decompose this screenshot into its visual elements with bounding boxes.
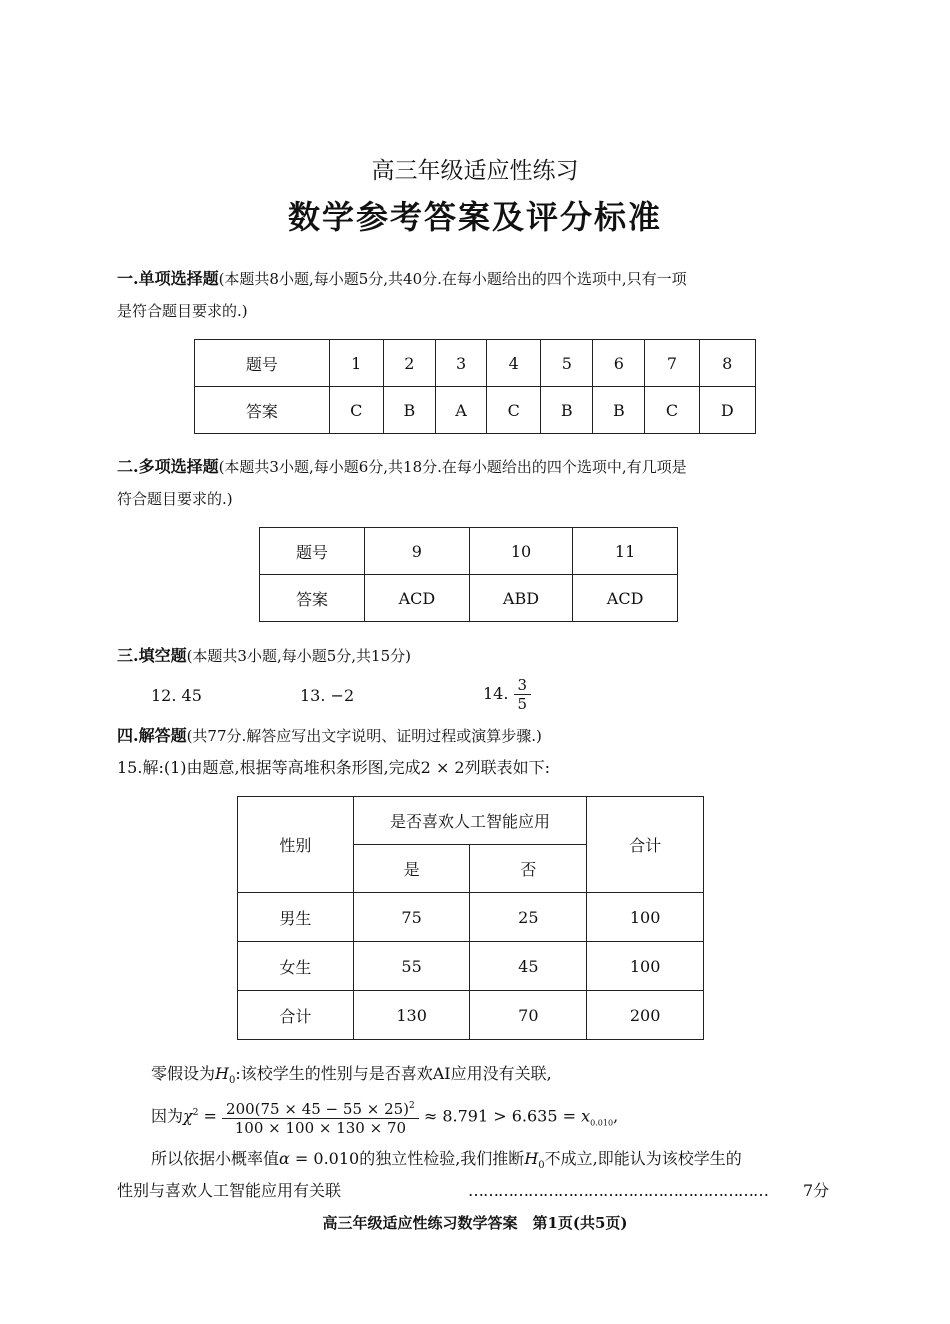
row-label: 合计 (238, 991, 354, 1040)
cell-no: 70 (470, 991, 587, 1040)
concl-h-symbol: H (524, 1149, 539, 1168)
header-like-ai: 是否喜欢人工智能应用 (353, 797, 587, 845)
section1-answer-cell: B (541, 387, 593, 434)
chi-result: ≈ 8.791 > 6.635 = (423, 1106, 582, 1126)
section1-number-cell: 5 (541, 340, 593, 387)
section2-number-cell: 9 (365, 528, 470, 575)
section1-answer-cell: B (383, 387, 435, 434)
q15-intro: 15.解:(1)由题意,根据等高堆积条形图,完成2 × 2列联表如下: (117, 758, 551, 777)
section1-number-cell: 7 (645, 340, 699, 387)
concl-1a: 所以依据小概率值 (151, 1149, 280, 1168)
section2-desc2: 符合题目要求的.) (117, 490, 233, 508)
section2-heading: 二.多项选择题 (117, 457, 219, 476)
contingency-header-row (238, 797, 704, 845)
answer-13: 13. −2 (300, 686, 355, 705)
contingency-table (237, 796, 704, 1040)
section2-answer-cell: ACD (573, 575, 678, 622)
section1-number-cell: 6 (593, 340, 645, 387)
cell-total: 100 (587, 893, 704, 942)
concl-1b: = 0.010的独立性检验,我们推断 (289, 1149, 525, 1168)
header-gender: 性别 (238, 797, 354, 893)
section1-number-cell: 3 (435, 340, 486, 387)
section2-number-cell: 11 (573, 528, 678, 575)
section1-answer-cell: D (699, 387, 755, 434)
h0-subscript: 0 (228, 1075, 236, 1087)
answer-14-prefix: 14. (483, 684, 509, 703)
section3-heading: 三.填空题 (117, 646, 187, 665)
cell-yes: 55 (353, 942, 470, 991)
chi-tail: , (613, 1106, 619, 1126)
section1-number-row (195, 340, 756, 387)
table-row (238, 991, 704, 1040)
section2-number-label: 题号 (260, 528, 365, 575)
section1-answer-cell: C (645, 387, 699, 434)
section1-answer-cell: C (487, 387, 541, 434)
row-label: 男生 (238, 893, 354, 942)
score-label: 7分 (803, 1181, 830, 1200)
section1-answer-cell: B (593, 387, 645, 434)
chi-prefix: 因为 (151, 1106, 184, 1126)
chi-denominator: 100 × 100 × 130 × 70 (234, 1119, 407, 1137)
cell-no: 45 (470, 942, 587, 991)
section4-desc: (共77分.解答应写出文字说明、证明过程或演算步骤.) (186, 727, 542, 745)
page-subtitle: 高三年级适应性练习 (371, 158, 579, 184)
chi-square-formula (151, 1097, 618, 1137)
section1-answer-cell: A (435, 387, 486, 434)
cell-yes: 130 (353, 991, 470, 1040)
concl-1c: 不成立,即能认为该校学生的 (544, 1149, 742, 1168)
section1-heading: 一.单项选择题 (117, 269, 219, 288)
chi-equals: = (198, 1106, 223, 1126)
section2-desc: (本题共3小题,每小题6分,共18分.在每小题给出的四个选项中,有几项是 (218, 458, 687, 476)
answer-14 (483, 676, 531, 713)
chi-numerator: 200(75 × 45 − 55 × 25) (226, 1100, 410, 1118)
chi-fraction (222, 1097, 419, 1137)
answer-14-fraction (514, 676, 532, 713)
section1-number-cell: 4 (487, 340, 541, 387)
section2-answer-label: 答案 (260, 575, 365, 622)
page-footer: 高三年级适应性练习数学答案 第1页(共5页) (322, 1214, 628, 1232)
concl-h-subscript: 0 (538, 1160, 545, 1172)
row-label: 女生 (238, 942, 354, 991)
fraction-denominator: 5 (517, 695, 528, 713)
fraction-numerator: 3 (514, 676, 532, 695)
section4-heading: 四.解答题 (117, 726, 187, 745)
section2-answer-row (260, 575, 678, 622)
section2-number-cell: 10 (469, 528, 572, 575)
section2-heading-line (117, 452, 837, 482)
section1-heading-line (117, 264, 837, 294)
section1-desc2: 是符合题目要求的.) (117, 302, 248, 320)
h0-symbol: H (215, 1064, 229, 1083)
section1-answer-cell: C (329, 387, 383, 434)
alpha-symbol: α (279, 1149, 290, 1168)
conclusion-line-2: 性别与喜欢人工智能应用有关联 (117, 1181, 342, 1200)
chi-superscript: 2 (192, 1108, 199, 1119)
header-yes: 是 (353, 845, 470, 893)
section1-table (194, 339, 756, 434)
chi-numerator-exponent: 2 (409, 1101, 415, 1111)
section1-number-cell: 8 (699, 340, 755, 387)
section2-answer-cell: ABD (469, 575, 572, 622)
page-title: 数学参考答案及评分标准 (287, 198, 662, 236)
chi-x-symbol: x (581, 1106, 591, 1126)
section1-number-label: 题号 (195, 340, 330, 387)
chi-symbol: χ (183, 1106, 193, 1126)
section1-desc: (本题共8小题,每小题5分,共40分.在每小题给出的四个选项中,只有一项 (218, 270, 687, 288)
chi-x-subscript: 0.010 (590, 1118, 614, 1128)
cell-no: 25 (470, 893, 587, 942)
section1-number-cell: 2 (383, 340, 435, 387)
section2-table (259, 527, 678, 622)
section1-number-cell: 1 (329, 340, 383, 387)
section4-heading-line (117, 721, 837, 751)
table-row (238, 942, 704, 991)
header-total: 合计 (587, 797, 704, 893)
null-hypothesis (151, 1059, 841, 1096)
section3-heading-line (117, 641, 837, 671)
answer-12: 12. 45 (151, 686, 202, 705)
table-row (238, 893, 704, 942)
cell-yes: 75 (353, 893, 470, 942)
score-dots: …………………………………………………… (468, 1181, 768, 1200)
chi-numerator-wrap (222, 1097, 419, 1119)
section1-answer-label: 答案 (195, 387, 330, 434)
h0-prefix: 零假设为 (151, 1064, 216, 1083)
header-no: 否 (470, 845, 587, 893)
h0-text: :该校学生的性别与是否喜欢AI应用没有关联, (235, 1064, 552, 1083)
section1-answer-row (195, 387, 756, 434)
section3-desc: (本题共3小题,每小题5分,共15分) (186, 647, 411, 665)
cell-total: 100 (587, 942, 704, 991)
section2-number-row (260, 528, 678, 575)
section2-answer-cell: ACD (365, 575, 470, 622)
cell-total: 200 (587, 991, 704, 1040)
